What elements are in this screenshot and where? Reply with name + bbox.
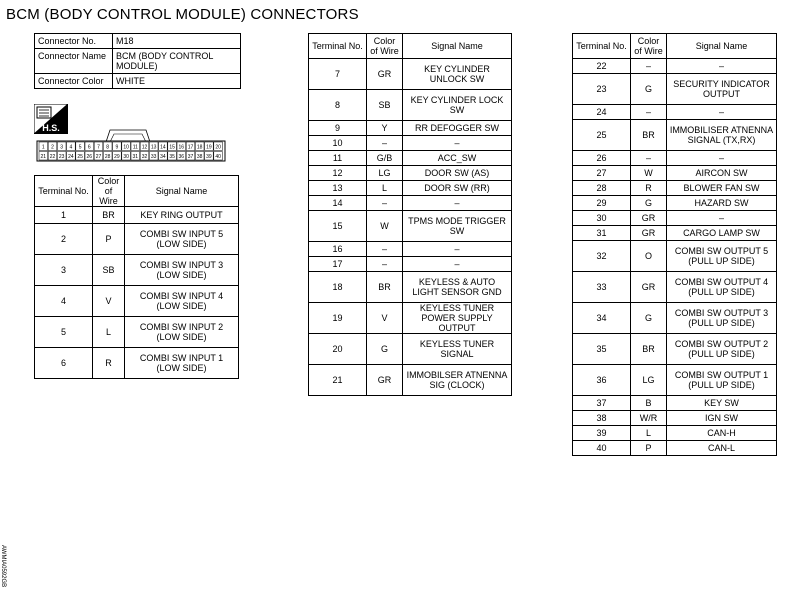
wire-color-cell: BR: [631, 120, 667, 151]
table-row: [35, 348, 239, 379]
pin-number: 11: [132, 144, 138, 151]
signal-name-cell: KEYLESS TUNER SIGNAL: [403, 334, 512, 365]
signal-name-cell: IMMOBILSER ATNENNA SIG (CLOCK): [403, 365, 512, 396]
signal-name-cell: CAN-H: [667, 426, 777, 441]
pin-number: 24: [68, 153, 74, 160]
terminal-no-cell: 5: [35, 317, 93, 348]
pin-number: 14: [160, 144, 166, 151]
pin-number: 1: [41, 144, 45, 151]
terminal-no-cell: 39: [573, 426, 631, 441]
color-header: Color of Wire: [93, 176, 125, 207]
info-row: [35, 34, 241, 49]
terminal-no-cell: 9: [309, 121, 367, 136]
signal-name-cell: KEY CYLINDER LOCK SW: [403, 90, 512, 121]
signal-name-cell: RR DEFOGGER SW: [403, 121, 512, 136]
signal-name-cell: DOOR SW (AS): [403, 166, 512, 181]
table-row: [573, 426, 777, 441]
table-row: [573, 365, 777, 396]
signal-name-cell: –: [667, 105, 777, 120]
signal-name-cell: –: [667, 211, 777, 226]
signal-name-cell: KEY SW: [667, 396, 777, 411]
pin-number: 37: [187, 153, 194, 160]
signal-name-cell: TPMS MODE TRIGGER SW: [403, 211, 512, 242]
terminal-no-cell: 35: [573, 334, 631, 365]
signal-name-cell: COMBI SW OUTPUT 4 (PULL UP SIDE): [667, 272, 777, 303]
table-row: [573, 105, 777, 120]
terminal-no-cell: 12: [309, 166, 367, 181]
terminal-no-cell: 25: [573, 120, 631, 151]
info-value: BCM (BODY CONTROL MODULE): [113, 49, 241, 74]
wire-color-cell: –: [367, 242, 403, 257]
table-row: [309, 365, 512, 396]
info-value: M18: [113, 34, 241, 49]
pin-number: 20: [215, 144, 221, 151]
pin-table-3: [572, 33, 777, 456]
signal-name-cell: HAZARD SW: [667, 196, 777, 211]
signal-name-cell: –: [403, 136, 512, 151]
table-row: [35, 207, 239, 224]
signal-name-cell: IGN SW: [667, 411, 777, 426]
signal-name-cell: IMMOBILISER ATNENNA SIGNAL (TX,RX): [667, 120, 777, 151]
signal-name-cell: ACC_SW: [403, 151, 512, 166]
terminal-no-cell: 40: [573, 441, 631, 456]
signal-name-cell: DOOR SW (RR): [403, 181, 512, 196]
page-title: BCM (BODY CONTROL MODULE) CONNECTORS: [6, 6, 359, 23]
terminal-no-cell: 1: [35, 207, 93, 224]
pin-number: 38: [196, 153, 203, 160]
wire-color-cell: G: [631, 303, 667, 334]
signal-name-cell: COMBI SW OUTPUT 3 (PULL UP SIDE): [667, 303, 777, 334]
pin-number: 23: [58, 153, 65, 160]
pin-number: 31: [132, 153, 139, 160]
terminal-no-cell: 10: [309, 136, 367, 151]
pin-number: 39: [206, 153, 212, 160]
signal-header: Signal Name: [403, 34, 512, 59]
table-row: [573, 272, 777, 303]
terminal-no-cell: 18: [309, 272, 367, 303]
signal-name-cell: –: [667, 59, 777, 74]
terminal-no-cell: 33: [573, 272, 631, 303]
table-row: [573, 411, 777, 426]
table-row: [573, 303, 777, 334]
signal-name-cell: COMBI SW INPUT 2 (LOW SIDE): [125, 317, 239, 348]
wire-color-cell: GR: [367, 59, 403, 90]
table-header-row: [35, 176, 239, 207]
wire-color-cell: –: [631, 151, 667, 166]
pin-number: 6: [87, 144, 91, 151]
pin-table-2: [308, 33, 512, 396]
table-row: [309, 242, 512, 257]
terminal-no-cell: 37: [573, 396, 631, 411]
table-row: [35, 317, 239, 348]
signal-name-cell: –: [667, 151, 777, 166]
wire-color-cell: BR: [93, 207, 125, 224]
signal-name-cell: KEYLESS TUNER POWER SUPPLY OUTPUT: [403, 303, 512, 334]
pin-number: 16: [178, 144, 185, 151]
signal-name-cell: SECURITY INDICATOR OUTPUT: [667, 74, 777, 105]
wire-color-cell: V: [93, 286, 125, 317]
table-row: [573, 151, 777, 166]
signal-name-cell: COMBI SW INPUT 4 (LOW SIDE): [125, 286, 239, 317]
signal-header: Signal Name: [667, 34, 777, 59]
wire-color-cell: –: [631, 105, 667, 120]
terminal-no-cell: 19: [309, 303, 367, 334]
terminal-no-cell: 3: [35, 255, 93, 286]
signal-name-cell: COMBI SW OUTPUT 2 (PULL UP SIDE): [667, 334, 777, 365]
signal-name-cell: KEYLESS & AUTO LIGHT SENSOR GND: [403, 272, 512, 303]
terminal-no-cell: 17: [309, 257, 367, 272]
signal-name-cell: COMBI SW INPUT 3 (LOW SIDE): [125, 255, 239, 286]
terminal-no-cell: 24: [573, 105, 631, 120]
pin-number: 4: [69, 144, 73, 151]
wire-color-cell: R: [93, 348, 125, 379]
color-header: Color of Wire: [631, 34, 667, 59]
pin-number: 10: [123, 144, 129, 151]
wire-color-cell: LG: [631, 365, 667, 396]
connector-face-diagram: [36, 128, 228, 162]
table-row: [573, 334, 777, 365]
pin-number: 34: [160, 153, 166, 160]
signal-name-cell: KEY RING OUTPUT: [125, 207, 239, 224]
signal-name-cell: BLOWER FAN SW: [667, 181, 777, 196]
table-row: [309, 272, 512, 303]
table-row: [309, 136, 512, 151]
terminal-no-cell: 22: [573, 59, 631, 74]
signal-name-cell: COMBI SW INPUT 5 (LOW SIDE): [125, 224, 239, 255]
terminal-no-cell: 15: [309, 211, 367, 242]
table-row: [309, 257, 512, 272]
info-row: [35, 74, 241, 89]
table-row: [573, 181, 777, 196]
pin-number: 22: [49, 153, 56, 160]
terminal-no-cell: 29: [573, 196, 631, 211]
signal-name-cell: COMBI SW OUTPUT 1 (PULL UP SIDE): [667, 365, 777, 396]
terminal-no-cell: 30: [573, 211, 631, 226]
wire-color-cell: B: [631, 396, 667, 411]
terminal-no-cell: 32: [573, 241, 631, 272]
signal-name-cell: AIRCON SW: [667, 166, 777, 181]
info-value: WHITE: [113, 74, 241, 89]
table-row: [309, 196, 512, 211]
pin-number: 15: [169, 144, 175, 151]
table-header-row: [573, 34, 777, 59]
signal-name-cell: –: [403, 196, 512, 211]
pin-number: 40: [215, 153, 221, 160]
wire-color-cell: GR: [367, 365, 403, 396]
pin-number: 5: [78, 144, 82, 151]
figure-id-label: AWMIA0592GB: [0, 545, 6, 588]
wire-color-cell: O: [631, 241, 667, 272]
table-row: [573, 196, 777, 211]
table-header-row: [309, 34, 512, 59]
pin-number: 12: [141, 144, 148, 151]
info-label: Connector Name: [35, 49, 113, 74]
pin-number: 30: [123, 153, 129, 160]
pin-number: 3: [60, 144, 64, 151]
signal-name-cell: CAN-L: [667, 441, 777, 456]
signal-name-cell: –: [403, 257, 512, 272]
table-row: [573, 166, 777, 181]
terminal-no-cell: 2: [35, 224, 93, 255]
terminal-no-cell: 16: [309, 242, 367, 257]
terminal-no-cell: 26: [573, 151, 631, 166]
wire-color-cell: L: [631, 426, 667, 441]
pin-number: 19: [206, 144, 212, 151]
terminal-no-cell: 31: [573, 226, 631, 241]
pin-number: 2: [51, 144, 54, 151]
terminal-no-cell: 11: [309, 151, 367, 166]
terminal-no-cell: 6: [35, 348, 93, 379]
wire-color-cell: Y: [367, 121, 403, 136]
pin-number: 17: [187, 144, 194, 151]
terminal-no-cell: 8: [309, 90, 367, 121]
connector-info-table: [34, 33, 241, 89]
pin-number: 29: [114, 153, 120, 160]
wire-color-cell: SB: [93, 255, 125, 286]
terminal-no-cell: 21: [309, 365, 367, 396]
table-row: [309, 151, 512, 166]
table-row: [573, 441, 777, 456]
wire-color-cell: –: [367, 257, 403, 272]
pin-number: 21: [40, 153, 47, 160]
signal-header: Signal Name: [125, 176, 239, 207]
terminal-no-cell: 28: [573, 181, 631, 196]
wire-color-cell: –: [367, 196, 403, 211]
pin-number: 26: [86, 153, 93, 160]
pin-number: 35: [169, 153, 175, 160]
wire-color-cell: V: [367, 303, 403, 334]
terminal-header: Terminal No.: [309, 34, 367, 59]
wire-color-cell: LG: [367, 166, 403, 181]
table-row: [35, 286, 239, 317]
info-label: Connector Color: [35, 74, 113, 89]
table-row: [573, 226, 777, 241]
terminal-no-cell: 20: [309, 334, 367, 365]
terminal-no-cell: 13: [309, 181, 367, 196]
terminal-no-cell: 27: [573, 166, 631, 181]
wire-color-cell: BR: [631, 334, 667, 365]
pin-number: 13: [150, 144, 157, 151]
terminal-no-cell: 7: [309, 59, 367, 90]
pin-number: 18: [196, 144, 203, 151]
table-row: [309, 211, 512, 242]
terminal-header: Terminal No.: [573, 34, 631, 59]
wire-color-cell: W/R: [631, 411, 667, 426]
table-row: [573, 74, 777, 105]
table-row: [309, 181, 512, 196]
table-row: [573, 120, 777, 151]
color-header: Color of Wire: [367, 34, 403, 59]
pin-table-1: [34, 175, 239, 379]
pin-number: 27: [95, 153, 102, 160]
wire-color-cell: G/B: [367, 151, 403, 166]
wire-color-cell: W: [367, 211, 403, 242]
hs-label: H.S.: [42, 123, 60, 133]
table-row: [309, 59, 512, 90]
wire-color-cell: P: [93, 224, 125, 255]
terminal-no-cell: 4: [35, 286, 93, 317]
signal-name-cell: KEY CYLINDER UNLOCK SW: [403, 59, 512, 90]
info-label: Connector No.: [35, 34, 113, 49]
wire-color-cell: G: [631, 74, 667, 105]
table-row: [309, 90, 512, 121]
table-row: [573, 241, 777, 272]
table-row: [35, 224, 239, 255]
terminal-no-cell: 14: [309, 196, 367, 211]
signal-name-cell: COMBI SW OUTPUT 5 (PULL UP SIDE): [667, 241, 777, 272]
table-row: [309, 121, 512, 136]
pin-number: 36: [178, 153, 185, 160]
wire-color-cell: GR: [631, 211, 667, 226]
table-row: [35, 255, 239, 286]
table-row: [573, 211, 777, 226]
info-row: [35, 49, 241, 74]
table-row: [309, 166, 512, 181]
wire-color-cell: –: [631, 59, 667, 74]
signal-name-cell: COMBI SW INPUT 1 (LOW SIDE): [125, 348, 239, 379]
terminal-no-cell: 38: [573, 411, 631, 426]
pin-number: 33: [150, 153, 157, 160]
wire-color-cell: G: [367, 334, 403, 365]
terminal-no-cell: 23: [573, 74, 631, 105]
signal-name-cell: CARGO LAMP SW: [667, 226, 777, 241]
pin-number: 9: [115, 144, 119, 151]
pin-number: 28: [104, 153, 111, 160]
wire-color-cell: –: [367, 136, 403, 151]
pin-number: 7: [97, 144, 100, 151]
wire-color-cell: SB: [367, 90, 403, 121]
wire-color-cell: BR: [367, 272, 403, 303]
pin-number: 8: [106, 144, 110, 151]
pin-number: 25: [77, 153, 83, 160]
wire-color-cell: L: [367, 181, 403, 196]
wire-color-cell: R: [631, 181, 667, 196]
wire-color-cell: GR: [631, 226, 667, 241]
terminal-no-cell: 36: [573, 365, 631, 396]
wire-color-cell: GR: [631, 272, 667, 303]
terminal-header: Terminal No.: [35, 176, 93, 207]
wire-color-cell: W: [631, 166, 667, 181]
terminal-no-cell: 34: [573, 303, 631, 334]
table-row: [573, 396, 777, 411]
signal-name-cell: –: [403, 242, 512, 257]
wire-color-cell: P: [631, 441, 667, 456]
table-row: [309, 334, 512, 365]
pin-number: 32: [141, 153, 148, 160]
table-row: [309, 303, 512, 334]
wire-color-cell: L: [93, 317, 125, 348]
table-row: [573, 59, 777, 74]
wire-color-cell: G: [631, 196, 667, 211]
